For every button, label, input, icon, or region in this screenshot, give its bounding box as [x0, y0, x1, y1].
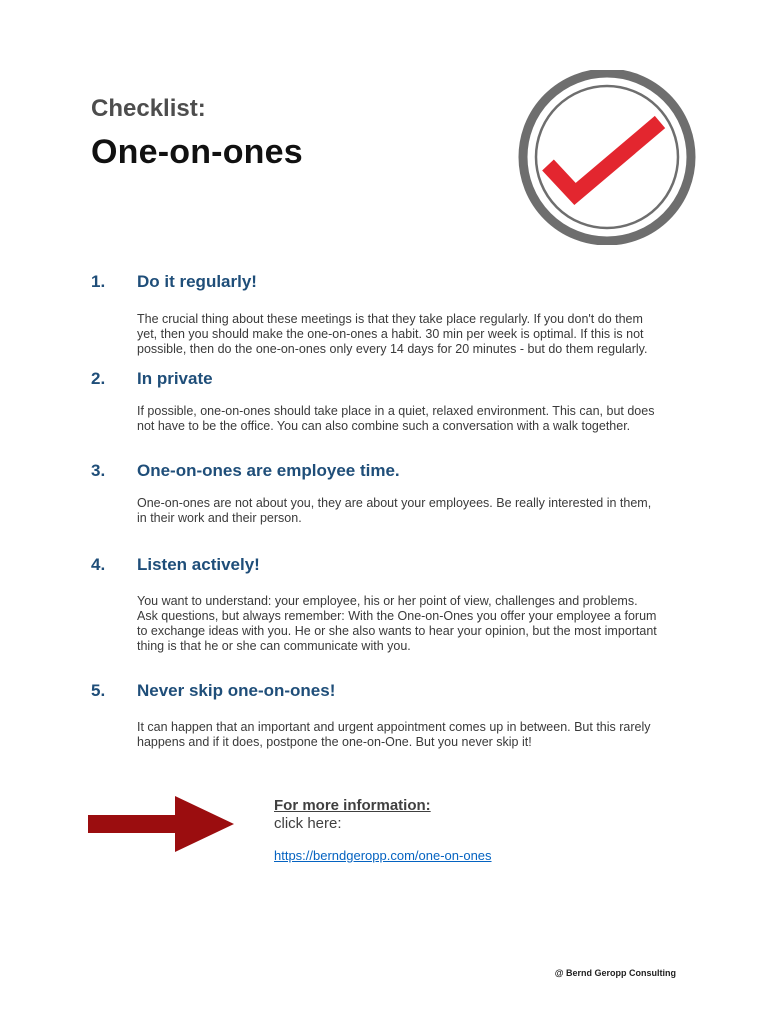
body-line: possible, then do the one-on-ones only every 14 days for 20 minutes - but do them regularly.	[137, 342, 648, 356]
item-heading: Never skip one-on-ones!	[137, 681, 336, 700]
item-number: 5.	[91, 681, 106, 700]
item-body	[137, 496, 682, 526]
checkmark-badge-icon	[513, 70, 701, 245]
item-heading: In private	[137, 369, 213, 388]
body-line: in their work and their person.	[137, 511, 302, 525]
body-line: Ask questions, but always remember: With the One-on-Ones you offer your employee a forum	[137, 609, 657, 623]
item-heading: One-on-ones are employee time.	[137, 461, 400, 480]
body-line: One-on-ones are not about you, they are about your employees. Be really interested in them,	[137, 496, 652, 510]
body-line: You want to understand: your employee, his or her point of view, challenges and problems.	[137, 594, 638, 608]
item-heading: Listen actively!	[137, 555, 260, 574]
item-number: 2.	[91, 369, 106, 388]
more-info-link[interactable]: https://berndgeropp.com/one-on-ones	[274, 848, 492, 863]
item-body	[137, 594, 682, 654]
body-line: thing is that he or she can communicate with you.	[137, 639, 411, 653]
item-number: 3.	[91, 461, 106, 480]
item-body	[137, 312, 682, 357]
item-body	[137, 720, 682, 750]
more-info-heading: For more information:	[274, 797, 431, 814]
body-line: The crucial thing about these meetings is that they take place regularly. If you don't do them	[137, 312, 643, 326]
body-line: to exchange ideas with you. He or she also wants to hear your opinion, but the most important	[137, 624, 657, 638]
more-info-subtext: click here:	[274, 815, 342, 832]
body-line: It can happen that an important and urgent appointment comes up in between. But this rarely	[137, 720, 651, 734]
body-line: If possible, one-on-ones should take place in a quiet, relaxed environment. This can, but does	[137, 404, 655, 418]
checklist-label: Checklist:	[91, 95, 206, 122]
item-number: 1.	[91, 272, 106, 291]
footer-credit: @ Bernd Geropp Consulting	[554, 968, 676, 978]
page-title: One-on-ones	[91, 133, 303, 171]
item-body	[137, 404, 682, 434]
item-number: 4.	[91, 555, 106, 574]
item-heading: Do it regularly!	[137, 272, 257, 291]
body-line: not have to be the office. You can also combine such a conversation with a walk together.	[137, 419, 631, 433]
right-arrow-icon	[88, 796, 234, 852]
body-line: happens and if it does, postpone the one-on-One. But you never skip it!	[137, 735, 532, 749]
body-line: yet, then you should make the one-on-ones a habit. 30 min per week is optimal. If this is not	[137, 327, 644, 341]
